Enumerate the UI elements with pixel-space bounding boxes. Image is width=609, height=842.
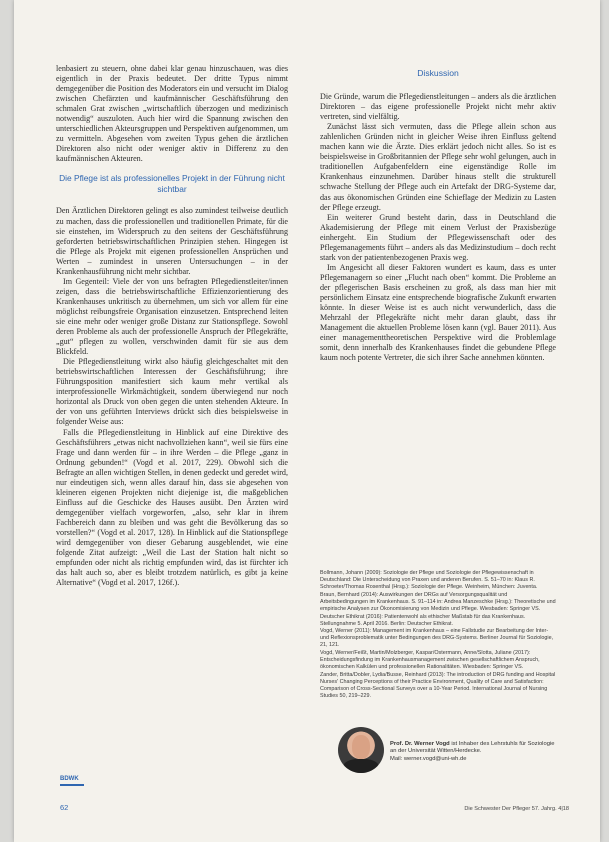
section-subheading: Die Pflege ist als professionelles Projekt in der Führung nicht sichtbar [59,173,285,194]
reference-item: Deutscher Ethikrat (2016): Patientenwohl als ethischer Maßstab für das Krankenhaus. Stellungnahme 5. April 2016. Berlin: Deutscher Ethikrat. [320,613,526,627]
reference-item: Braun, Bernhard (2014): Auswirkungen der DRGs auf Versorgungsqualität und Arbeitsbedingungen im Krankenhaus. S. 91–114 in: Andrea Manzeschke (Hrsg.): Theoretische und empirische Analysen zur Ökonomisierung von Medizin und Pflege. Wiesbaden: Springer VS. [320,591,556,612]
body-paragraph: Zunächst lässt sich vermuten, dass die Pflege allein schon aus zahlenlichen Gründen nicht in gleicher Weise ihren Einfluss geltend machen kann wie die Ärzte. Dies erklärt jedoch nicht alles. So ist es beispielsweise in Großbritannien der Pflege sehr wohl gelungen, auch in traditionellen Aufgabenfeldern eine eigenständige Rolle im Krankenhaus einzunehmen. Darüber hinaus stellt die strukturell schwache Stellung der Pflege auch ein Artefakt der DRG-Systeme dar, das aus ökonomischen Gründen eine Schieflage der Medizin zu Lasten der Pflege erzeugt. [320,122,556,212]
body-paragraph: lenbasiert zu steuern, ohne dabei klar genau hinzuschauen, was dies eigentlich in der Praxis bedeutet. Der dritte Typus nimmt demgegenüber die Position des Moderators ein und versucht im Dialog zwischen Chefärzten und kaufmännischer Geschäftsführung den schmalen Grat zwischen „wirtschaftlich überzogen und medizinisch notwendig“ auszuloten. Auch hier wird die Spannung zwischen den unterschiedlichen Akteursgruppen und Perspektiven aufgenommen, um zu vermitteln. Abgesehen vom zweiten Typus gehen die ärztlichen Direktoren also nicht oder weniger aktiv in Differenz zu den kaufmännischen Akteuren. [56,64,288,164]
body-paragraph: Den Ärztlichen Direktoren gelingt es also zumindest teilweise deutlich zu machen, dass die professionellen und traditionellen Primate, für die sie einstehen, im Widerspruch zu den seitens der Geschäftsführung geforderten betriebswirtschaftlichen Prinzipien stehen. Hingegen ist die Pflege als Projekt mit eigenen professionellen Ansprüchen und Werten – zumindest in unseren Untersuchungen – in der Krankenhausführung nicht mehr sichtbar. [56,206,288,276]
author-box [338,727,558,777]
reference-list [320,570,556,701]
journal-footer: Die Schwester Der Pfleger 57. Jahrg. 4|18 [464,806,569,812]
reference-item: Vogd, Werner (2011): Management im Krankenhaus – eine Fallstudie zur Bearbeitung der Inter- und Reflexionsproblematik unter Bedingungen des DRG-Systems. Berliner Journal für Soziologie, 21, 121. [320,628,554,649]
author-bio: ist Inhaber des Lehrstuhls für Soziologie an der Universität Witten/Herdecke. [390,741,555,755]
body-paragraph: Im Angesicht all dieser Faktoren wundert es kaum, dass es unter Pflegemanagern so einer „Flucht nach oben“ kommt. Die Probleme an der pflegerischen Basis erscheinen zu groß, als dass man hier mit persönlichem Einsatz eine entsprechende biografische Zukunft erwarten könnte. In dieser Weise ist es auch nicht verwunderlich, dass die Mehrzahl der Pflegekräfte nicht mehr daran glaubt, dass ihr Management die aktuellen Probleme lösen kann (vgl. Bauer 2011). Aus einer managementtheoretischen Perspektive wird die Problemlage somit, denn innerhalb des Krankenhauses findet die gebundene Pflege kaum noch potente Vertreter, die sich ihrer Sache annehmen könnten. [320,262,556,363]
right-column [320,64,556,363]
author-name: Prof. Dr. Werner Vogd [390,741,450,747]
section-title-discussion: Diskussion [417,68,459,78]
body-paragraph: Die Pflegedienstleitung wirkt also häufig gleichgeschaltet mit den betriebswirtschaftlichen Interessen der Geschäftsführung; ihre Führungsposition manifestiert sich kaum mehr vertikal als interprofessionelle Wirkmächtigkeit, sondern überwiegend nur noch horizontal als Druck von oben gegen die unten stehenden Akteure. In der von uns geführten Interviews drückt sich dies beispielsweise in folgender Weise aus: [56,357,288,427]
reference-item: Bollmann, Johann (2009): Soziologie der Pflege und Soziologie der Pflegewissenschaft in Deutschland: Die Unterscheidung von Praxen und anderen Berufen. S. 51–70 in: Klaus R. Schroeter/Thomas Rosenthal (Hrsg.): Soziologie der Pflege. Weinheim, München: Juventa. [320,570,538,591]
reference-item: Zander, Britta/Dobler, Lydia/Busse, Reinhard (2013): The introduction of DRG funding and Hospital Nurses' Changing Perceptions of their Practice Environment, Quality of Care and Satisfaction: Comparison of Cross-Sectional Surveys over a 10-Year Period. International Journal of Nursing Studies 50, 219–229. [320,671,556,700]
body-paragraph: Falls die Pflegedienstleitung in Hinblick auf eine Direktive des Geschäftsführers „etwas nicht nachvollziehen kann“, weil sie fürs eine Frage und dann werden für – in ihre Werden – die Pflege „ganz in Ordnung gebunden!“ (Vogd et al. 2017, 229). Obwohl sich die Befragte an allen wichtigen Stellen, in denen gedeckt und geredet wird, nur eindeutigen sich, wenn alles darauf hin, dass sie abgesehen von kleineren eigenen Projekten nicht diejenige ist, die maßgeblichen Einfluss auf die Geschicke des Hauses ausübt. Den Ärzten wird demgegenüber vielfach vorgeworfen, „also, sehr klar in ihrem Fachbereich dann zu bleiben und was geht die Bevölkerung das so vorstellen?“ (Vogd et al. 2017, 128). In Hinblick auf die Stationspflege wird demgegenüber von dieser Gebarung ausgeblendet, wie eine folgende Zitat aufzeigt: „Weil die Last der Station halt nicht so empfunden oder nicht als richtig empfunden wird, das ist fürchter ich das halt auch so, aber es bleibt trotzdem natürlich, es gibt ja keine Alternative“ (Vogd et al. 2017, 126f.). [56,427,288,588]
publisher-logo [60,776,90,794]
body-paragraph: Im Gegenteil: Viele der von uns befragten Pflegedienstleiter/innen zeigen, dass die betriebswirtschaftliche Effizienzorientierung des Krankenhauses unkritisch zu übernehmen, um sich vor allem für eine möglichst reibungsfreie Organisation einzusetzen. Entsprechend leiten sie eine mehr oder weniger große Distanz zur Stationspflege. Sowohl deren Probleme als auch der professionelle Anspruch der Pflegekräfte, „gut“ pflegen zu wollen, verschwinden damit für sie aus dem Blickfeld. [56,276,288,357]
author-info [390,741,560,763]
page-number: 62 [60,803,69,812]
logo-text: BDWK [60,776,79,782]
reference-item: Vogd, Werner/Feißt, Martin/Molzberger, Kaspar/Ostermann, Anne/Slotta, Juliane (2017): Entscheidungsfindung im Krankenhausmanagement zwischen gesellschaftlichem Anspruch, ökonomischen Kalkülen und professionellen Rationalitäten. Wiesbaden: Springer VS. [320,650,540,671]
author-portrait [338,727,384,773]
body-paragraph: Die Gründe, warum die Pflegedienstleitungen – anders als die ärztlichen Direktoren – das eigene professionelle Projekt nicht mehr aktiv vertreten, sind vielfältig. [320,92,556,122]
body-paragraph: Ein weiterer Grund besteht darin, dass in Deutschland die Akademisierung der Pflege mit einem Verlust der Praxisbezüge einhergeht. Ein Studium der Pflegewissenschaft oder des Pflegemanagements führt – anders als das Medizinstudium – doch recht stark von der patientenbezogenen Praxis weg. [320,212,556,262]
author-email[interactable]: Mail: werner.vogd@uni-wh.de [390,755,467,762]
left-column [56,64,288,588]
